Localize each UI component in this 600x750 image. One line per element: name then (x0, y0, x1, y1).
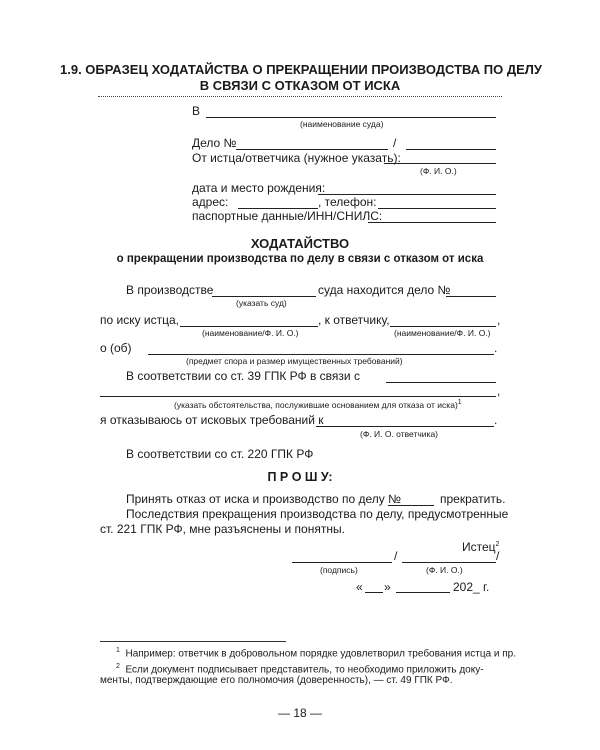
heading-dotted-divider (98, 96, 502, 97)
body-l2-start: по иску истца, (100, 313, 180, 327)
court-name-field[interactable] (206, 117, 496, 118)
footnote-2-line1: $^2$ Если документ подписывает представитель, то необходимо приложить доку- (116, 663, 484, 676)
date-year: 202_ г. (453, 580, 490, 594)
section-heading-line2: В СВЯЗИ С ОТКАЗОМ ОТ ИСКА (199, 78, 401, 93)
date-quote-open: « (356, 580, 363, 594)
body-l7: В соответствии со ст. 220 ГПК РФ (126, 447, 314, 461)
case-number-suffix-field[interactable] (406, 149, 496, 150)
case-no-field[interactable] (446, 296, 496, 297)
body-l2-end: , (497, 313, 501, 327)
to-court-label: В (192, 104, 201, 118)
request-p2: Последствия прекращения производства по делу, предусмотренные (126, 507, 509, 521)
request-heading: П Р О Ш У: (267, 470, 333, 484)
request-case-no-field[interactable] (388, 505, 434, 506)
passport-field[interactable] (368, 222, 496, 223)
section-heading-line1: 1.9. ОБРАЗЕЦ ХОДАТАЙСТВА О ПРЕКРАЩЕНИИ ПРОИЗВОДСТВА ПО ДЕЛУ (60, 62, 542, 77)
court-hint: (указать суд) (236, 298, 287, 308)
signature-slash-2: / (496, 549, 500, 563)
document-subtitle: о прекращении производства по делу в связи с отказом от иска (116, 253, 484, 265)
defendant-fio-field[interactable] (316, 426, 494, 427)
circumstance-field-2[interactable] (100, 396, 496, 397)
footnote-ref-1: 1 (457, 399, 462, 406)
footnote-ref-2: 2 (495, 541, 500, 548)
court-name-hint: (наименование суда) (300, 119, 384, 129)
from-party-label: От истца/ответчика (нужное указать): (192, 151, 401, 165)
signature-hint: (подпись) (320, 565, 358, 575)
body-l6: я отказываюсь от исковых требований к (100, 413, 324, 427)
page-number: — 18 — (277, 706, 322, 720)
phone-label: , телефон: (318, 195, 377, 209)
body-l6-end: . (494, 413, 498, 427)
circumstance-hint: (указать обстоятельства, послужившие основанием для отказа от иска)$^1$ (174, 399, 462, 410)
body-l3-end: . (494, 341, 498, 355)
phone-field[interactable] (378, 208, 496, 209)
date-month-field[interactable] (396, 592, 450, 593)
document-title: ХОДАТАЙСТВО (250, 236, 350, 251)
defendant-name-field[interactable] (390, 326, 496, 327)
circumstance-field-1[interactable] (386, 382, 496, 383)
body-l5-end: , (497, 384, 501, 398)
signature-field[interactable] (292, 562, 392, 563)
body-l1-start: В производстве (126, 283, 214, 297)
plaintiff-name-field[interactable] (180, 326, 318, 327)
body-l1-mid: суда находится дело № (318, 283, 451, 297)
from-party-fio-hint: (Ф. И. О.) (420, 166, 457, 176)
birth-label: дата и место рождения: (192, 181, 326, 195)
court-field[interactable] (212, 296, 316, 297)
request-p3: ст. 221 ГПК РФ, мне разъяснены и понятны. (100, 522, 345, 536)
footnote-separator (100, 641, 286, 642)
request-p1-end: прекратить. (440, 492, 506, 506)
request-p1-start: Принять отказ от иска и производство по делу № (126, 492, 401, 506)
case-number-field[interactable] (236, 149, 388, 150)
signature-fio-hint: (Ф. И. О.) (426, 565, 463, 575)
case-number-slash: / (393, 136, 397, 150)
subject-hint: (предмет спора и размер имущественных требований) (186, 356, 403, 366)
date-day-field[interactable] (365, 592, 383, 593)
body-l2-mid: , к ответчику, (318, 313, 390, 327)
defendant-fio-hint: (Ф. И. О. ответчика) (360, 429, 439, 439)
plaintiff-label: Истец$^2$ (462, 540, 500, 554)
address-label: адрес: (192, 195, 229, 209)
case-number-label: Дело № (192, 136, 237, 150)
defendant-name-hint: (наименование/Ф. И. О.) (394, 328, 491, 338)
body-l4: В соответствии со ст. 39 ГПК РФ в связи с (126, 369, 360, 383)
from-party-field[interactable] (384, 163, 496, 164)
signature-fio-field[interactable] (402, 562, 496, 563)
passport-label: паспортные данные/ИНН/СНИЛС: (192, 209, 383, 223)
footnote-1: $^1$ Например: ответчик в добровольном порядке удовлетворил требования истца и пр. (116, 647, 517, 660)
subject-field[interactable] (148, 354, 494, 355)
signature-slash-1: / (394, 549, 398, 563)
date-quote-close: » (384, 580, 391, 594)
plaintiff-name-hint: (наименование/Ф. И. О.) (202, 328, 299, 338)
body-l3-start: о (об) (100, 341, 132, 355)
footnote-2-line2: менты, подтверждающие его полномочия (доверенность), — ст. 49 ГПК РФ. (100, 675, 453, 686)
